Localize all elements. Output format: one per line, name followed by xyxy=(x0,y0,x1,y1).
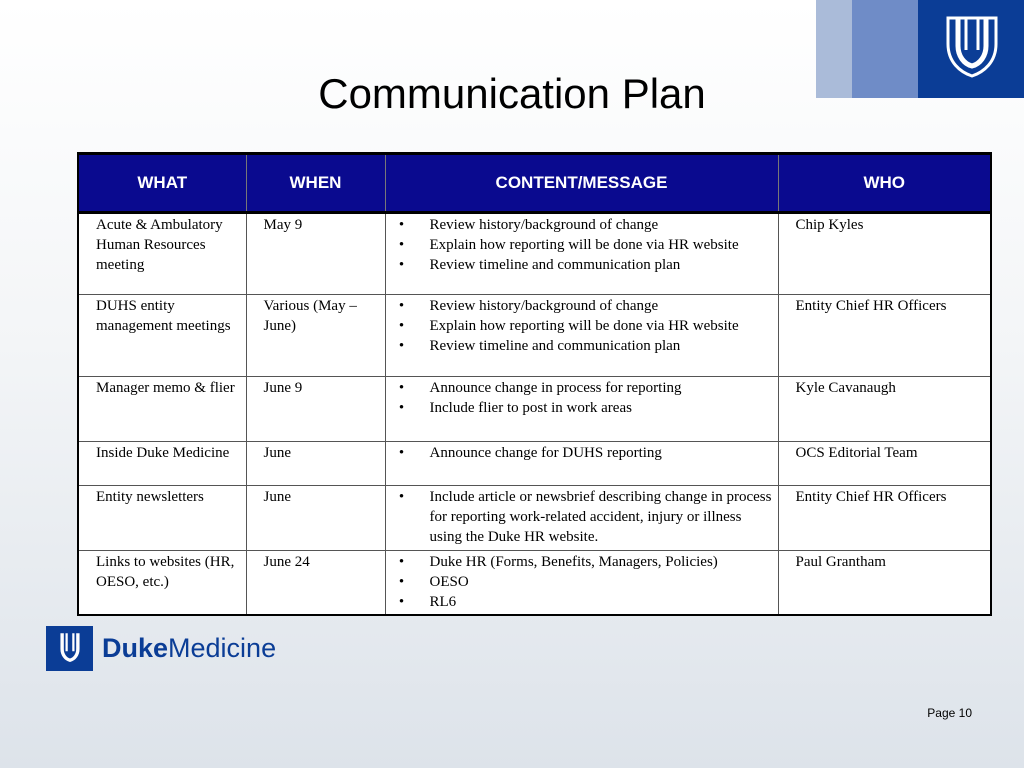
list-item: • Include article or newsbrief describing change in process for reporting work-related accident, injury or illness using the Duke HR website. xyxy=(392,487,772,547)
table-row xyxy=(78,295,991,377)
cell-content xyxy=(385,377,778,442)
bullet-dot-icon: • xyxy=(398,217,405,233)
cell-content xyxy=(385,295,778,377)
cell-when: June 9 xyxy=(246,377,385,442)
page-title: Communication Plan xyxy=(318,70,706,117)
cell-content xyxy=(385,486,778,551)
cell-who: Paul Grantham xyxy=(778,551,991,616)
bullet-dot-icon: • xyxy=(398,445,405,461)
cell-who: Kyle Cavanaugh xyxy=(778,377,991,442)
list-item: • Review timeline and communication plan xyxy=(392,255,772,275)
list-item: • Include flier to post in work areas xyxy=(392,398,772,418)
cell-when: Various (May – June) xyxy=(246,295,385,377)
cell-what: Acute & Ambulatory Human Resources meeting xyxy=(78,213,246,295)
cell-who: Chip Kyles xyxy=(778,213,991,295)
duke-medicine-logo xyxy=(46,626,276,671)
logo-wordmark: DukeMedicine xyxy=(102,633,277,663)
communication-plan-table xyxy=(77,152,992,616)
cell-what: Links to websites (HR, OESO, etc.) xyxy=(78,551,246,616)
cell-when: June xyxy=(246,486,385,551)
bullet-dot-icon: • xyxy=(398,257,405,273)
cell-content xyxy=(385,213,778,295)
list-item: • Announce change in process for reporting xyxy=(392,378,772,398)
bullet-dot-icon: • xyxy=(398,400,405,416)
bullet-dot-icon: • xyxy=(398,338,405,354)
cell-what: Inside Duke Medicine xyxy=(78,442,246,486)
list-item: • OESO xyxy=(392,572,772,592)
bullet-dot-icon: • xyxy=(398,489,405,505)
duke-shield-icon xyxy=(46,626,93,671)
cell-what: DUHS entity management meetings xyxy=(78,295,246,377)
header-what: WHAT xyxy=(78,154,246,213)
cell-content xyxy=(385,442,778,486)
table-header-row xyxy=(78,154,991,213)
bullet-dot-icon: • xyxy=(398,237,405,253)
header-content: CONTENT/MESSAGE xyxy=(385,154,778,213)
table-row xyxy=(78,213,991,295)
cell-who: Entity Chief HR Officers xyxy=(778,486,991,551)
list-item: • Review history/background of change xyxy=(392,296,772,316)
list-item: • Announce change for DUHS reporting xyxy=(392,443,772,463)
table-row xyxy=(78,442,991,486)
table-row xyxy=(78,377,991,442)
bullet-dot-icon: • xyxy=(398,380,405,396)
list-item: • Explain how reporting will be done via HR website xyxy=(392,316,772,336)
header-when: WHEN xyxy=(246,154,385,213)
bullet-dot-icon: • xyxy=(398,594,405,610)
list-item: • Review timeline and communication plan xyxy=(392,336,772,356)
bullet-dot-icon: • xyxy=(398,554,405,570)
cell-content xyxy=(385,551,778,616)
cell-when: June xyxy=(246,442,385,486)
page-number: Page 10 xyxy=(927,706,972,720)
list-item: • Review history/background of change xyxy=(392,215,772,235)
bullet-dot-icon: • xyxy=(398,298,405,314)
list-item: • Duke HR (Forms, Benefits, Managers, Policies) xyxy=(392,552,772,572)
duke-shield-icon xyxy=(944,14,1000,78)
header-who: WHO xyxy=(778,154,991,213)
table-row xyxy=(78,551,991,616)
bullet-dot-icon: • xyxy=(398,574,405,590)
cell-what: Entity newsletters xyxy=(78,486,246,551)
cell-who: OCS Editorial Team xyxy=(778,442,991,486)
list-item: • RL6 xyxy=(392,592,772,612)
cell-who: Entity Chief HR Officers xyxy=(778,295,991,377)
cell-when: May 9 xyxy=(246,213,385,295)
bullet-dot-icon: • xyxy=(398,318,405,334)
table-row xyxy=(78,486,991,551)
cell-what: Manager memo & flier xyxy=(78,377,246,442)
cell-when: June 24 xyxy=(246,551,385,616)
list-item: • Explain how reporting will be done via HR website xyxy=(392,235,772,255)
